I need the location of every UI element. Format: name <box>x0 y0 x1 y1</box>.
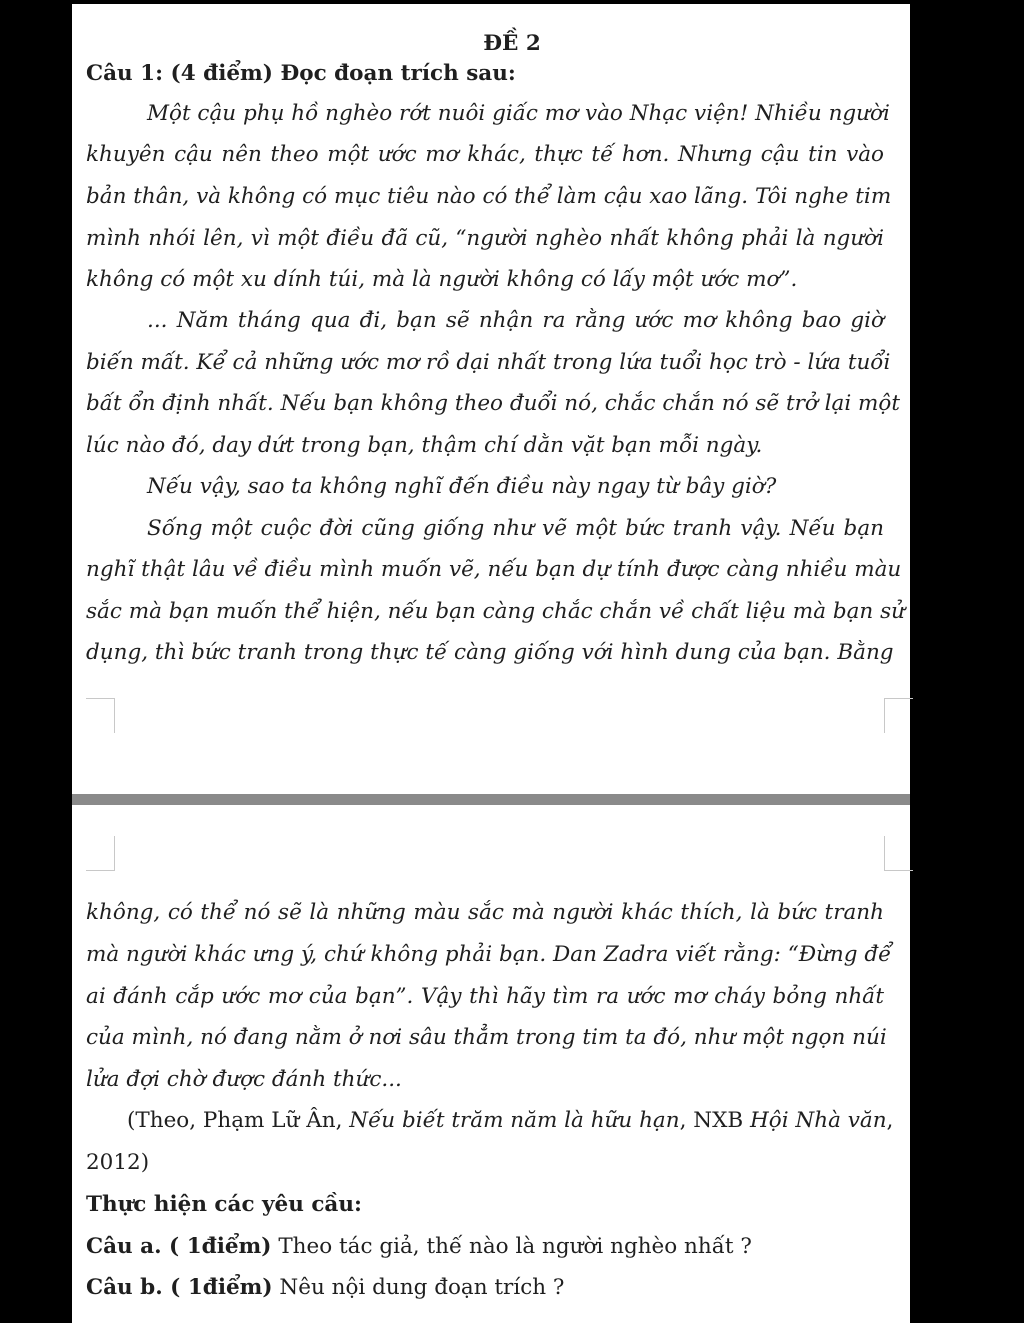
passage-line: ... Năm tháng qua đi, bạn sẽ nhận ra rằng ước mơ không bao giờ <box>147 308 884 333</box>
page-corner-mark <box>884 698 913 733</box>
passage-line: mình nhói lên, vì một điều đã cũ, “người nghèo nhất không phải là người <box>86 226 884 251</box>
passage-line: không có một xu dính túi, mà là người không có lấy một ước mơ”. <box>86 267 798 292</box>
passage-line: của mình, nó đang nằm ở nơi sâu thẳm trong tim ta đó, như một ngọn núi <box>86 1025 887 1050</box>
passage-line: nghĩ thật lâu về điều mình muốn vẽ, nếu bạn dự tính được càng nhiều màu <box>86 557 902 582</box>
passage-line: lửa đợi chờ được đánh thức... <box>86 1067 402 1092</box>
page-corner-mark <box>86 698 115 733</box>
page-corner-mark <box>86 836 115 871</box>
passage-line: lúc nào đó, day dứt trong bạn, thậm chí dằn vặt bạn mỗi ngày. <box>86 433 763 458</box>
question-b: Câu b. ( 1điểm) Nêu nội dung đoạn trích ? <box>86 1275 565 1300</box>
passage-line: bản thân, và không có mục tiêu nào có thể làm cậu xao lãng. Tôi nghe tim <box>86 184 892 209</box>
passage-line: Nếu vậy, sao ta không nghĩ đến điều này ngay từ bây giờ? <box>147 474 777 499</box>
passage-line: Sống một cuộc đời cũng giống như vẽ một bức tranh vậy. Nếu bạn <box>147 516 884 541</box>
passage-line: mà người khác ưng ý, chứ không phải bạn. Dan Zadra viết rằng: “Đừng để <box>86 942 892 967</box>
passage-line: ai đánh cắp ước mơ của bạn”. Vậy thì hãy tìm ra ước mơ cháy bỏng nhất <box>86 984 884 1009</box>
passage-line: khuyên cậu nên theo một ước mơ khác, thực tế hơn. Nhưng cậu tin vào <box>86 142 884 167</box>
question-heading: Câu 1: (4 điểm) Đọc đoạn trích sau: <box>86 61 516 86</box>
exam-title: ĐỀ 2 <box>483 31 541 56</box>
question-a: Câu a. ( 1điểm) Theo tác giả, thế nào là người nghèo nhất ? <box>86 1234 752 1259</box>
passage-line: Một cậu phụ hồ nghèo rớt nuôi giấc mơ vào Nhạc viện! Nhiều người <box>147 101 890 126</box>
page-separator <box>72 794 910 805</box>
source-citation: (Theo, Phạm Lữ Ân, Nếu biết trăm năm là hữu hạn, NXB Hội Nhà văn, <box>127 1108 894 1133</box>
passage-line: không, có thể nó sẽ là những màu sắc mà người khác thích, là bức tranh <box>86 900 884 925</box>
page-corner-mark <box>884 836 913 871</box>
passage-line: bất ổn định nhất. Nếu bạn không theo đuổi nó, chắc chắn nó sẽ trở lại một <box>86 391 901 416</box>
passage-line: biến mất. Kể cả những ước mơ rồ dại nhất trong lứa tuổi học trò - lứa tuổi <box>86 350 891 375</box>
tasks-heading: Thực hiện các yêu cầu: <box>86 1192 362 1217</box>
source-year: 2012) <box>86 1150 150 1175</box>
passage-line: dụng, thì bức tranh trong thực tế càng giống với hình dung của bạn. Bằng <box>86 640 894 665</box>
passage-line: sắc mà bạn muốn thể hiện, nếu bạn càng chắc chắn về chất liệu mà bạn sử <box>86 599 905 624</box>
